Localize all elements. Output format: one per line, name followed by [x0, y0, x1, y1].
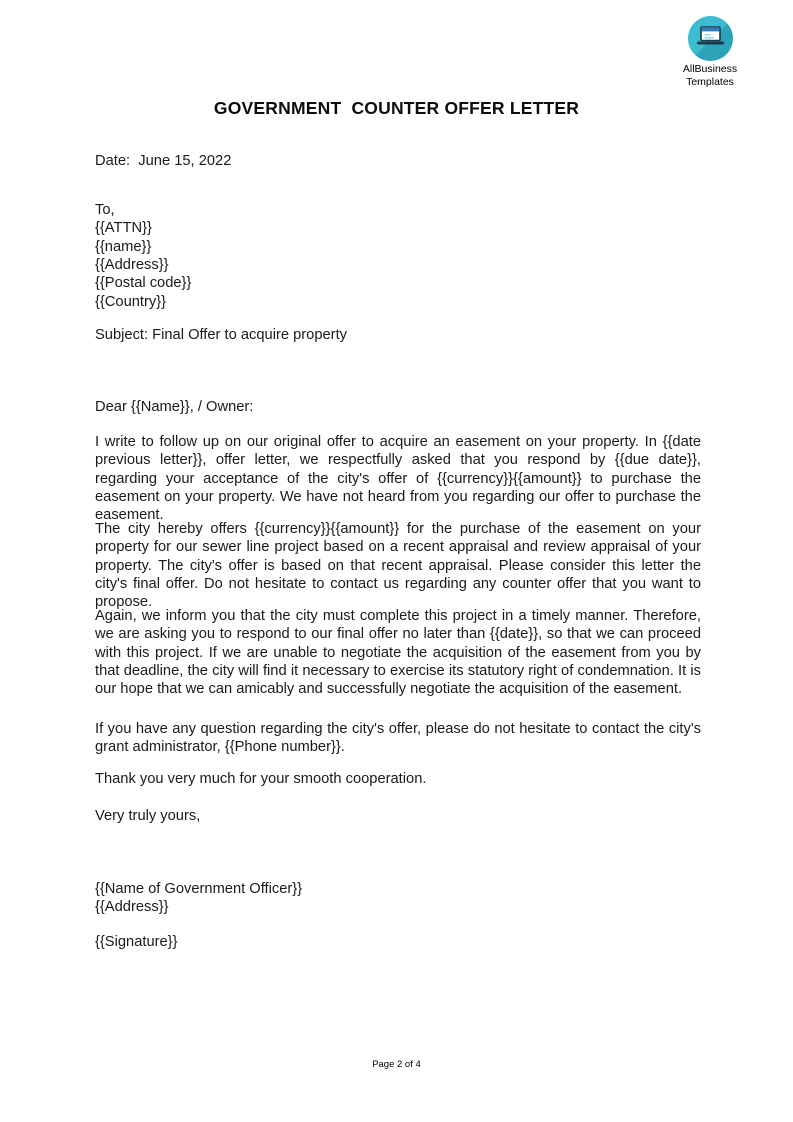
- signature-placeholder: {{Signature}}: [95, 934, 178, 950]
- laptop-icon: [688, 16, 733, 61]
- recipient-line: {{Address}}: [95, 257, 169, 274]
- paragraph: If you have any question regarding the city's offer, please do not hesitate to contact the city's grant administrator, {{Phone number}}.: [95, 721, 701, 756]
- paragraph: Again, we inform you that the city must complete this project in a timely manner. Therefore, we are asking you to respond to our final offer no later than {{date}}, so that we can proceed with this project. If we are unable to negotiate the acquisition of the easement from you by that deadline, the city will find it necessary to exercise its statutory right of condemnation. It is our hope that we can amicably and successfully negotiate the acquisition of the easement.: [95, 608, 701, 698]
- brand-logo: [660, 16, 760, 88]
- salutation: Dear {{Name}}, / Owner:: [95, 399, 254, 415]
- brand-name-line2: Templates: [686, 75, 734, 88]
- recipient-line: To,: [95, 202, 115, 218]
- signature-line: {{Name of Government Officer}}: [95, 881, 303, 897]
- page-number: Page 2 of 4: [372, 1059, 421, 1070]
- paragraph: The city hereby offers {{currency}}{{amount}} for the purchase of the easement on your property for our sewer line project based on a recent appraisal and review appraisal of your property. The city's offer is based on that recent appraisal. Please consider this letter the city's final offer. Do not hesitate to contact us regarding any counter offer that you want to propose.: [95, 521, 701, 611]
- signature-line: {{Address}}: [95, 899, 169, 916]
- recipient-block: [95, 201, 701, 311]
- recipient-line: {{ATTN}}: [95, 220, 152, 237]
- thanks-line: Thank you very much for your smooth cooperation.: [95, 771, 427, 787]
- subject-line: Subject: Final Offer to acquire property: [95, 327, 347, 343]
- recipient-line: {{name}}: [95, 238, 152, 255]
- date-line: Date: June 15, 2022: [95, 153, 232, 169]
- page-title: GOVERNMENT COUNTER OFFER LETTER: [213, 98, 580, 118]
- signature-block: [95, 880, 701, 917]
- recipient-line: {{Country}}: [95, 293, 167, 310]
- closing-line: Very truly yours,: [95, 808, 201, 824]
- recipient-line: {{Postal code}}: [95, 275, 192, 292]
- paragraph: I write to follow up on our original offer to acquire an easement on your property. In {{date previous letter}}, offer letter, we respectfully asked that you respond by {{due date}}, regarding your acceptance of the city's offer of {{currency}}{{amount}} to purchase the easement on your property. We have not heard from you regarding our offer to purchase the easement.: [95, 434, 701, 524]
- brand-name-line1: AllBusiness: [682, 63, 738, 75]
